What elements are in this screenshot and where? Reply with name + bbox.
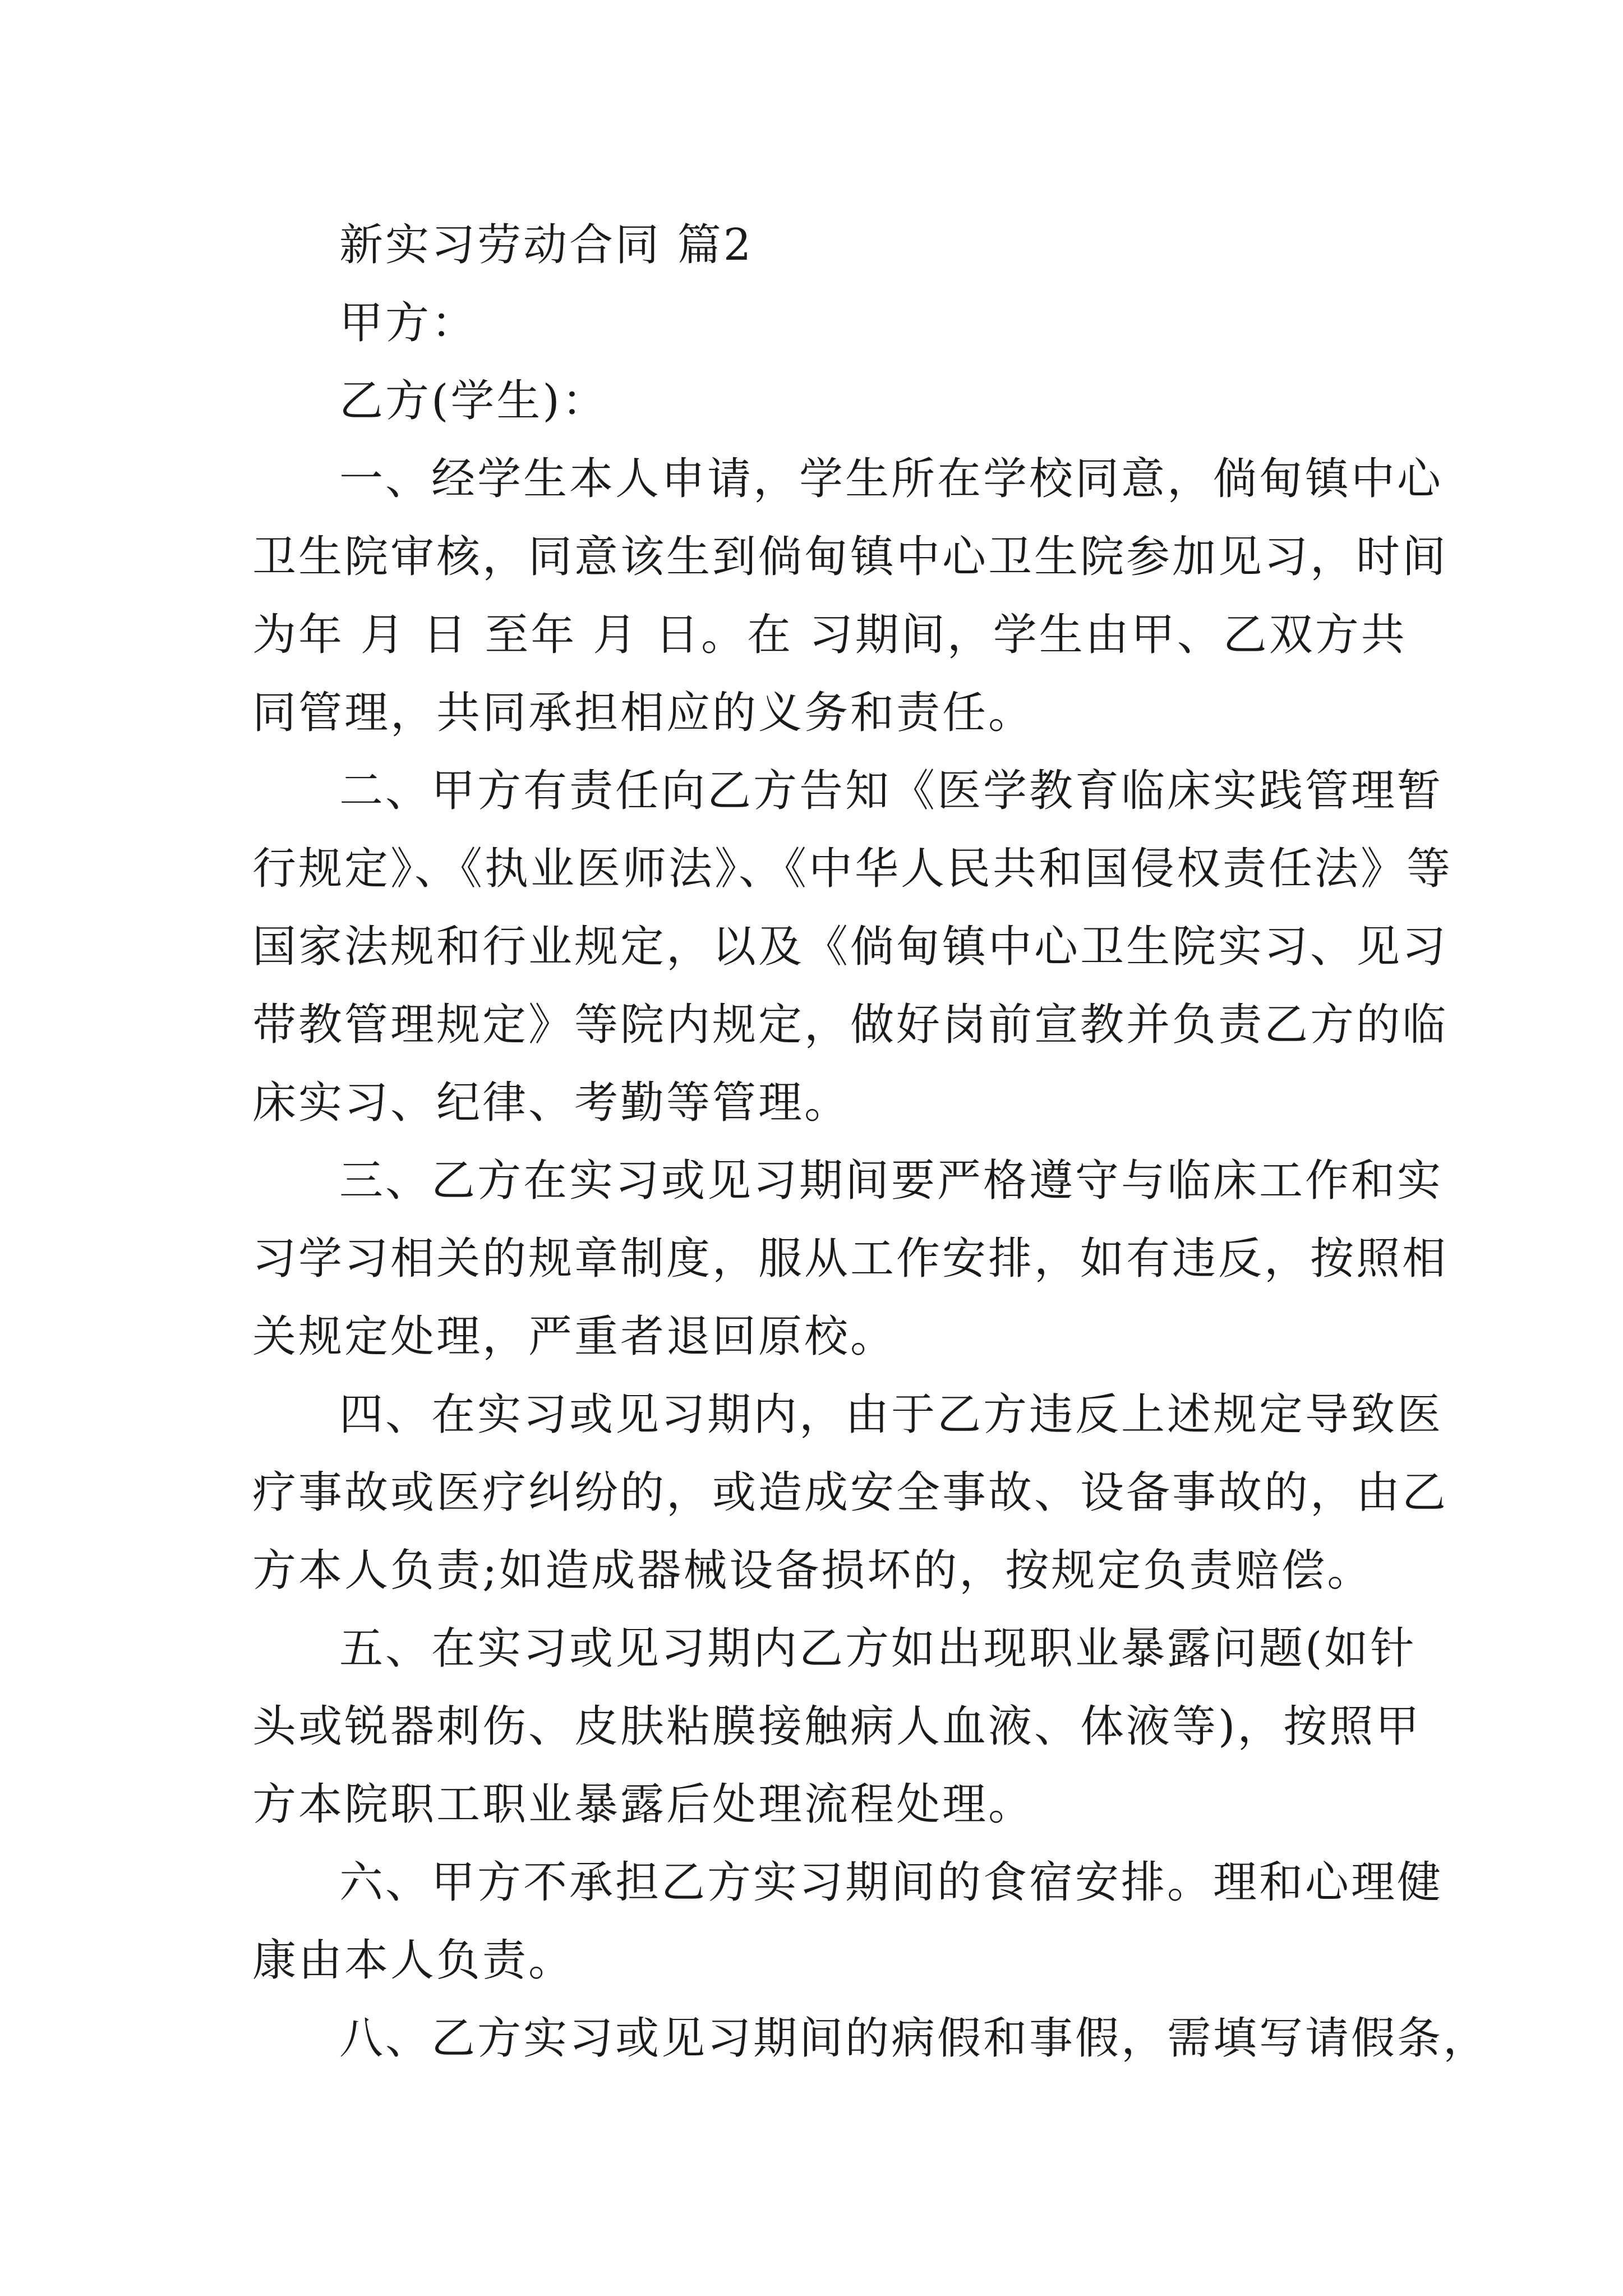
clause-line: 习学习相关的规章制度，服从工作安排，如有违反，按照相	[252, 1234, 1449, 1284]
clause-line: 头或锐器刺伤、皮肤粘膜接触病人血液、体液等)，按照甲	[252, 1701, 1422, 1752]
clause-line: 行规定》、《执业医师法》、《中华人民共和国侵权责任法》等	[252, 844, 1453, 894]
clause-line: 带教管理规定》等院内规定，做好岗前宣教并负责乙方的临	[252, 1000, 1449, 1050]
clause-2	[252, 752, 1453, 1142]
clause-line: 八、乙方实习或见习期间的病假和事假，需填写请假条，	[339, 2013, 1490, 2064]
clause-line: 疗事故或医疗纠纷的，或造成安全事故、设备事故的，由乙	[252, 1467, 1449, 1518]
clause-line: 床实习、纪律、考勤等管理。	[252, 1078, 851, 1128]
clause-line: 四、在实习或见习期内，由于乙方违反上述规定导致医	[339, 1389, 1444, 1440]
clause-3	[252, 1142, 1449, 1376]
clause-4	[252, 1376, 1449, 1610]
document-body	[252, 206, 1490, 2078]
clause-line: 一、经学生本人申请，学生所在学校同意，倘甸镇中心	[339, 454, 1444, 504]
clause-line: 方本人负责;如造成器械设备损坏的，按规定负责赔偿。	[252, 1545, 1373, 1596]
clause-line: 为年 月 日 至年 月 日。在 习期间，学生由甲、乙双方共	[252, 610, 1407, 660]
party-b-label: 乙方(学生)：	[339, 376, 608, 426]
clause-line: 六、甲方不承担乙方实习期间的食宿安排。理和心理健	[339, 1857, 1444, 1908]
clause-line: 国家法规和行业规定，以及《倘甸镇中心卫生院实习、见习	[252, 922, 1449, 972]
clause-6	[252, 1844, 1444, 2000]
clause-5	[252, 1610, 1422, 1844]
clause-line: 关规定处理，严重者退回原校。	[252, 1312, 897, 1362]
clause-line: 康由本人负责。	[252, 1935, 575, 1986]
clause-line: 卫生院审核，同意该生到倘甸镇中心卫生院参加见习，时间	[252, 532, 1449, 582]
clause-1	[252, 440, 1449, 752]
clause-line: 五、在实习或见习期内乙方如出现职业暴露问题(如针	[339, 1623, 1417, 1674]
clause-line: 二、甲方有责任向乙方告知《医学教育临床实践管理暂	[339, 766, 1444, 816]
clause-line: 同管理，共同承担相应的义务和责任。	[252, 688, 1035, 738]
clause-line: 方本院职工职业暴露后处理流程处理。	[252, 1779, 1035, 1830]
party-a-label: 甲方：	[339, 298, 478, 348]
clause-8	[252, 2000, 1490, 2078]
clause-line: 三、乙方在实习或见习期间要严格遵守与临床工作和实	[339, 1156, 1444, 1206]
document-title: 新实习劳动合同 篇2	[339, 220, 754, 270]
